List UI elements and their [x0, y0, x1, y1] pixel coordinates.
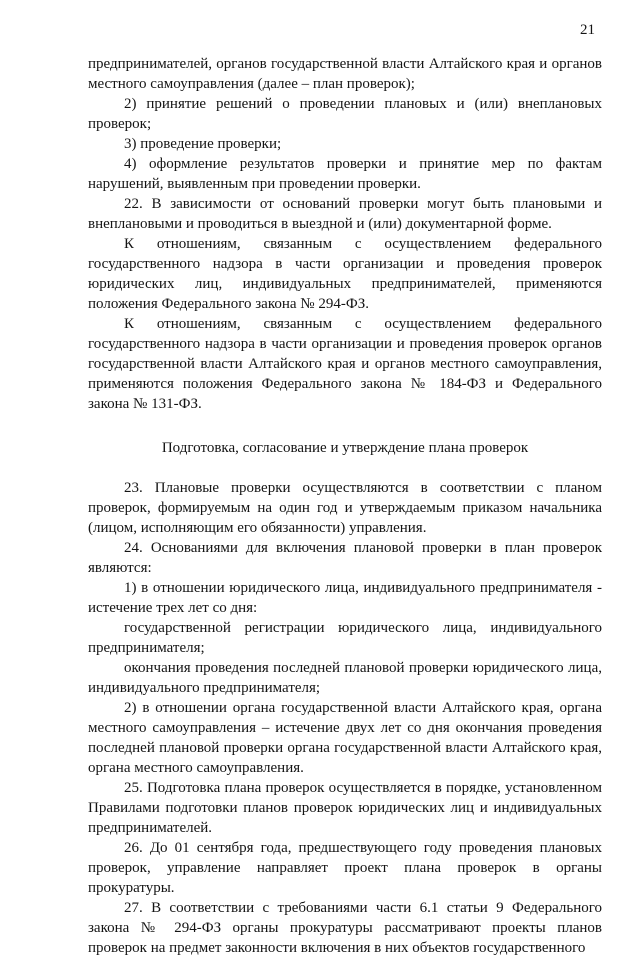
- paragraph: 3) проведение проверки;: [124, 136, 282, 152]
- paragraph: 27. В соответствии с требованиями части 6.1 статьи 9 Федерального закона № 294-ФЗ органы прокуратуры рассматривают проекты планов проверок на предмет законности включения в них объектов государственного: [88, 900, 602, 956]
- section-heading: Подготовка, согласование и утверждение плана проверок: [161, 440, 529, 456]
- paragraph: 1) в отношении юридического лица, индивидуального предпринимателя - истечение трех лет со дня:: [88, 580, 602, 616]
- paragraph: окончания проведения последней плановой проверки юридического лица, индивидуального предпринимателя;: [88, 660, 602, 696]
- paragraph: К отношениям, связанным с осуществлением федерального государственного надзора в части организации и проведения проверок юридических лиц, индивидуальных предпринимателей, применяются положения Федерального закона № 294-ФЗ.: [88, 236, 602, 312]
- paragraph: 23. Плановые проверки осуществляются в соответствии с планом проверок, формируемым на один год и утверждаемым приказом начальника (лицом, исполняющим его обязанности) управления.: [88, 480, 602, 536]
- paragraph: 2) в отношении органа государственной власти Алтайского края, органа местного самоуправления – истечение двух лет со дня окончания проведения последней плановой проверки органа государственной власти Алтайского края, органа местного самоуправления.: [88, 700, 602, 776]
- paragraph: 24. Основаниями для включения плановой проверки в план проверок являются:: [88, 540, 602, 576]
- paragraph: государственной регистрации юридического лица, индивидуального предпринимателя;: [88, 620, 602, 656]
- paragraph: 4) оформление результатов проверки и принятие мер по фактам нарушений, выявленным при проведении проверки.: [88, 156, 602, 192]
- page-number: 21: [580, 22, 595, 38]
- paragraph: 2) принятие решений о проведении плановых и (или) внеплановых проверок;: [88, 96, 602, 132]
- document-body: [88, 54, 602, 958]
- paragraph: 26. До 01 сентября года, предшествующего году проведения плановых проверок, управление направляет проект плана проверок в органы прокуратуры.: [88, 840, 602, 896]
- paragraph: предпринимателей, органов государственной власти Алтайского края и органов местного самоуправления (далее – план проверок);: [88, 56, 602, 92]
- paragraph: 25. Подготовка плана проверок осуществляется в порядке, установленном Правилами подготовки планов проверок юридических лиц и индивидуальных предпринимателей.: [88, 780, 602, 836]
- paragraph: 22. В зависимости от оснований проверки могут быть плановыми и внеплановыми и проводиться в выездной и (или) документарной форме.: [88, 196, 602, 232]
- paragraph: К отношениям, связанным с осуществлением федерального государственного надзора в части организации и проведения проверок органов государственной власти Алтайского края и органов местного самоуправления, применяются положения Федерального закона № 184-ФЗ и Федерального закона № 131-ФЗ.: [88, 316, 602, 412]
